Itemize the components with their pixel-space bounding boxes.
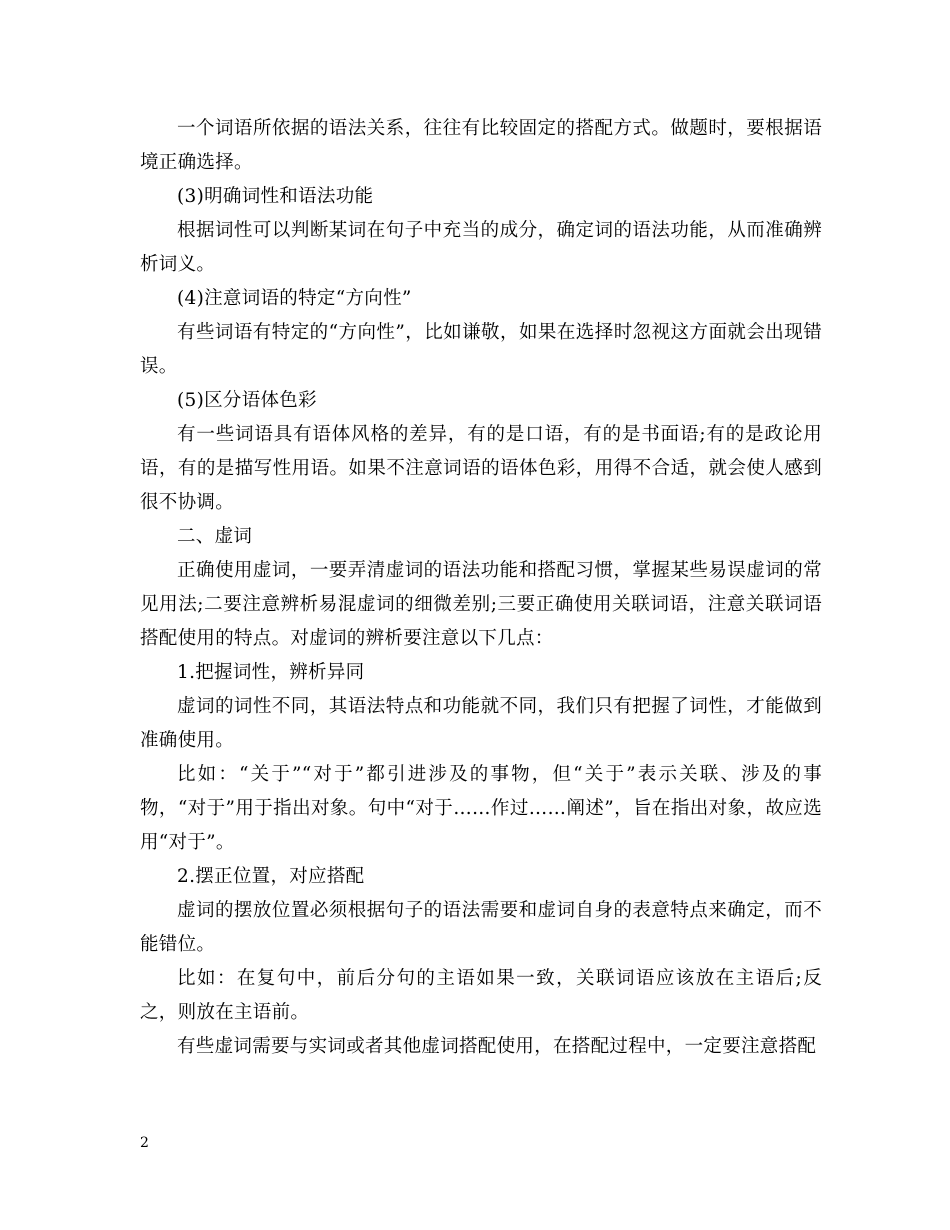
paragraph-word-class: 根据词性可以判断某词在句子中充当的成分，确定词的语法功能，从而准确辨析词义。 xyxy=(140,220,822,275)
paragraph-function-words-overview: 正确使用虚词，一要弄清虚词的语法功能和搭配习惯，掌握某些易误虚词的常见用法;二要注意辨析易混虚词的细微差别;三要正确使用关联词语，注意关联词语搭配使用的特点。对虚词的辨析要注意以下几点： xyxy=(140,560,822,649)
heading-word-class-function: (3)明确词性和语法功能 xyxy=(177,186,374,207)
paragraph-directionality: 有些词语有特定的“方向性”，比如谦敬，如果在选择时忽视这方面就会出现错误。 xyxy=(140,322,822,377)
paragraph-position: 虚词的摆放位置必须根据句子的语法需要和虚词自身的表意特点来确定，而不能错位。 xyxy=(140,900,822,955)
paragraph-grasp-word-class: 虚词的词性不同，其语法特点和功能就不同，我们只有把握了词性，才能做到准确使用。 xyxy=(140,696,822,751)
paragraph-example-guanyu-duiyu: 比如：“关于”“对于”都引进涉及的事物，但“关于”表示关联、涉及的事物，“对于”用于指出对象。句中“对于……作过……阐述”，旨在指出对象，故应选用“对于”。 xyxy=(140,764,822,853)
heading-grasp-word-class: 1.把握词性，辨析异同 xyxy=(177,662,365,683)
section-heading-function-words: 二、虚词 xyxy=(177,526,253,547)
paragraph-collocation: 有些虚词需要与实词或者其他虚词搭配使用，在搭配过程中，一定要注意搭配 xyxy=(177,1036,817,1057)
paragraph-example-complex-sentence: 比如：在复句中，前后分句的主语如果一致，关联词语应该放在主语后;反之，则放在主语前。 xyxy=(140,968,822,1023)
paragraph-intro: 一个词语所依据的语法关系，往往有比较固定的搭配方式。做题时，要根据语境正确选择。 xyxy=(140,118,822,173)
paragraph-register: 有一些词语具有语体风格的差异，有的是口语，有的是书面语;有的是政论用语，有的是描写性用语。如果不注意词语的语体色彩，用得不合适，就会使人感到很不协调。 xyxy=(140,424,822,513)
heading-register: (5)区分语体色彩 xyxy=(177,390,317,411)
heading-directionality: (4)注意词语的特定“方向性” xyxy=(177,288,412,309)
page-number: 2 xyxy=(140,1135,149,1151)
document-body xyxy=(140,112,822,1064)
heading-position-collocation: 2.摆正位置，对应搭配 xyxy=(177,866,365,887)
